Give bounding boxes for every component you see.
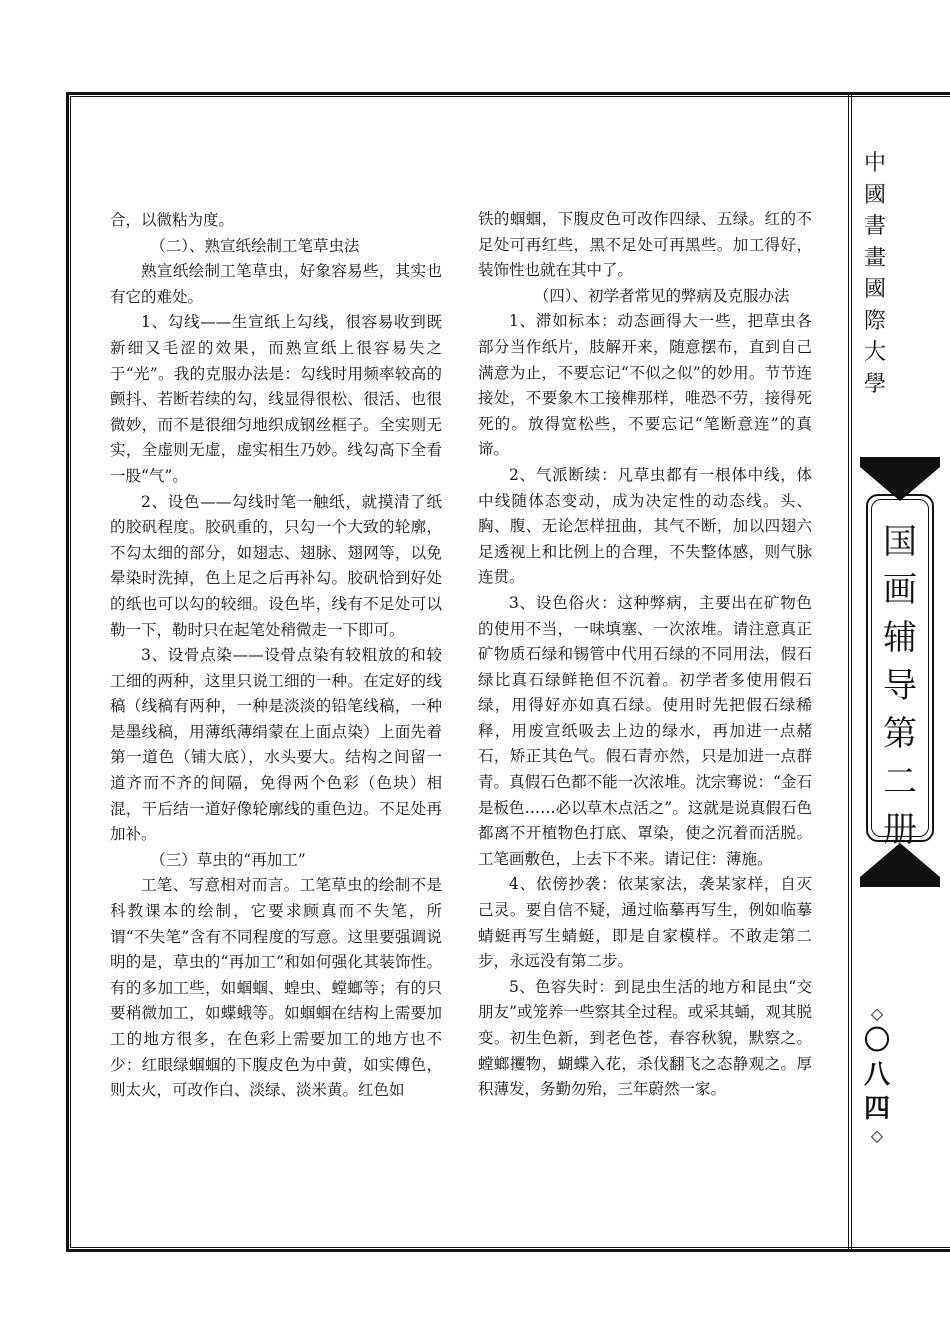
title-char: 导: [883, 666, 917, 706]
diamond-ornament-icon: ◇: [870, 1004, 884, 1023]
page-number-char: 〇: [863, 1026, 890, 1056]
brand-char: 國: [863, 277, 886, 302]
page-number-char: 四: [863, 1094, 890, 1124]
title-char: 二: [883, 762, 917, 802]
page-number-char: 八: [863, 1060, 890, 1090]
title-char: 册: [883, 810, 917, 850]
paragraph: 1、滞如标本：动态画得大一些，把草虫各部分当作纸片，肢解开来，随意摆布，直到自己满意为止，不要忘记“不似之似”的妙用。节节连接处，不要象木工接榫那样，唯恐不劳，接得死死的。放得宽松些，不要忘记“笔断意连”的真谛。: [478, 312, 812, 459]
title-char: 辅: [883, 618, 917, 658]
paragraph: 4、依傍抄袭：依某家法，袭某家样，自灭己灵。要自信不疑，通过临摹再写生，例如临摹蜻蜓再写生蜻蜓，即是自家模样。不敢走第二步，永远没有第二步。: [478, 875, 812, 971]
paragraph: 工笔、写意相对而言。工笔草虫的绘制不是科教课本的绘制，它要求顾真而不失笔，所谓“不失笔”含有不同程度的写意。这里要强调说明的是，草虫的“再加工”和如何强化其装饰性。有的多加工些，如蝈蝈、蝗虫、螳螂等；有的只要稍微加工，如蝶蛾等。如蝈蝈在结构上需要加工的地方很多，在色彩上需要加工的地方也不少：红眼绿蝈蝈的下腹皮色为中黄，如实傅色，则太火，可改作白、淡绿、淡米黄。红色如: [110, 876, 442, 1100]
section-heading: （四）、初学者常见的弊病及克服办法: [533, 286, 790, 305]
diamond-ornament-icon: ◇: [870, 1126, 884, 1145]
brand-char: 畫: [863, 245, 886, 271]
paragraph: 2、设色——勾线时笔一触纸，就摸清了纸的胶矾程度。胶矾重的，只勾一个大致的轮廓，不勾太细的部分，如翅志、翅脉、翅网等，以免晕染时洗掉，色上足之后再补勾。胶矾恰到好处的纸也可以勾的较细。设色毕，线有不足处可以勒一下，勒时只在起笔处稍微走一下即可。: [110, 492, 442, 639]
paragraph: 铁的蝈蝈，下腹皮色可改作四绿、五绿。红的不足处可再红些，黑不足处可再黑些。加工得好，装饰性也就在其中了。: [478, 210, 812, 280]
page-number-vertical: [860, 1004, 894, 1146]
brand-char: 中: [863, 151, 886, 176]
paragraph: 熟宣纸绘制工笔草虫，好象容易些，其实也有它的难处。: [110, 262, 442, 306]
title-char: 第: [883, 714, 917, 754]
brand-char: 大: [863, 340, 886, 365]
title-band-bottom: [860, 843, 940, 887]
brand-char: 書: [863, 214, 886, 239]
right-text-column: [478, 207, 812, 1103]
brand-char: 際: [863, 308, 886, 334]
paragraph: 3、设色俗火：这种弊病，主要出在矿物色的使用不当，一味填塞、一次浓堆。请注意真正矿物质石绿和锡管中代用石绿的不同用法，假石绿比真石绿鲜艳但不沉着。初学者多使用假石绿，用得好亦如真石绿。使用时先把假石绿稀释，用废宣纸吸去上边的绿水，再加进一点赭石，矫正其色气。假石青亦然，只是加进一点群青。真假石色都不能一次浓堆。沈宗骞说：“金石是板色……必以草木点活之”。这就是说真假石色都离不开植物色打底、罩染，使之沉着而活脱。工笔画敷色，上去下不来。请记住：薄施。: [478, 593, 812, 868]
publisher-name-vertical: [858, 148, 892, 400]
paragraph: 5、色容失时：到昆虫生活的地方和昆虫“交朋友”或笼养一些察其全过程。或采其蛹，观其脱变。初生色新，到老色苍，春容秋貌，默察之。螳螂攫物，蝴蝶入花，杀伐翻飞之态静观之。厚积薄发，务勤勿殆，三年蔚然一家。: [478, 977, 812, 1099]
paragraph: 2、气派断续：凡草虫都有一根体中线，体中线随体态变动，成为决定性的动态线。头、胸、腹、无论怎样扭曲，其气不断，加以四翅六足透视上和比例上的合理，不失整体感，则气脉连贯。: [478, 465, 812, 587]
brand-char: 學: [863, 371, 886, 397]
section-heading: （二）、熟宣纸绘制工笔草虫法: [150, 236, 360, 255]
paragraph: 3、设骨点染——设骨点染有较粗放的和较工细的两种，这里只说工细的一种。在定好的线稿（线稿有两种，一种是淡淡的铅笔线稿，一种是墨线稿，用薄纸薄绢蒙在上面点染）上面先着第一道色（铺大底），水头要大。结构之间留一道齐而不齐的间隔，免得两个色彩（色块）相混，干后结一道好像轮廓线的重色边。不足处再加补。: [110, 646, 442, 844]
paragraph: 1、勾线——生宣纸上勾线，很容易收到既新细又毛涩的效果，而熟宣纸上很容易失之于“光”。我的克服办法是：勾线时用频率较高的颤抖、若断若续的勾，线显得很松、很活、也很微妙，而不是很细匀地织成钢丝框子。全实则无实，全虚则无虚，虚实相生乃妙。线勾高下全看一股“气”。: [110, 313, 442, 485]
sidebar-rule: [848, 92, 849, 1252]
section-heading: （三）草虫的“再加工”: [150, 850, 306, 869]
sidebar-rule: [851, 92, 852, 1252]
title-char: 国: [883, 522, 917, 562]
book-title-vertical: [866, 518, 934, 854]
brand-char: 國: [863, 182, 886, 208]
title-char: 画: [883, 570, 917, 610]
paragraph: 合，以微粘为度。: [110, 211, 235, 229]
left-text-column: [110, 208, 442, 1104]
